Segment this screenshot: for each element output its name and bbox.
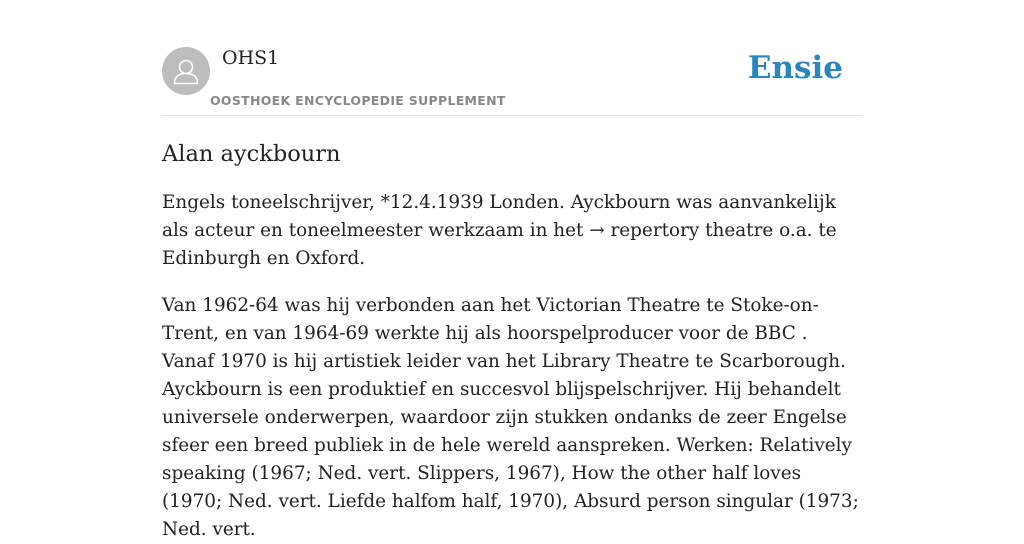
author-name-link[interactable]: OHS1 xyxy=(222,47,280,69)
repertory-theatre-link[interactable]: → repertory theatre xyxy=(589,220,774,241)
article-paragraph-1 xyxy=(162,189,862,273)
paragraph-text: Engels toneelschrijver, *12.4.1939 Londen. Ayckbourn was aanvankelijk als acteur en toneelmeester werkzaam in het xyxy=(162,192,836,241)
author-avatar[interactable] xyxy=(162,47,210,95)
site-logo-link[interactable]: Ensie xyxy=(747,50,843,86)
source-label: OOSTHOEK ENCYCLOPEDIE SUPPLEMENT xyxy=(210,93,506,108)
article-paragraph-2: Van 1962-64 was hij verbonden aan het Victorian Theatre te Stoke-on-Trent, en van 1964-69 werkte hij als hoorspelproducer voor de BBC . Vanaf 1970 is hij artistiek leider van het Library Theatre te Scarborough. Ayckbourn is een produktief en succesvol blijspelschrijver. Hij behandelt universele onderwerpen, waardoor zijn stukken ondanks de zeer Engelse sfeer een breed publiek in de hele wereld aanspreken. Werken: Relatively speaking (1967; Ned. vert. Slippers, 1967), How the other half loves (1970; Ned. vert. Liefde halfom half, 1970), Absurd person singular (1973; Ned. vert. xyxy=(162,295,859,540)
article-body xyxy=(162,136,862,544)
article-title: Alan ayckbourn xyxy=(162,141,341,167)
paragraph-text: o.a. te Edinburgh en Oxford. xyxy=(162,220,837,269)
article-header xyxy=(162,46,862,116)
user-icon xyxy=(162,47,210,95)
